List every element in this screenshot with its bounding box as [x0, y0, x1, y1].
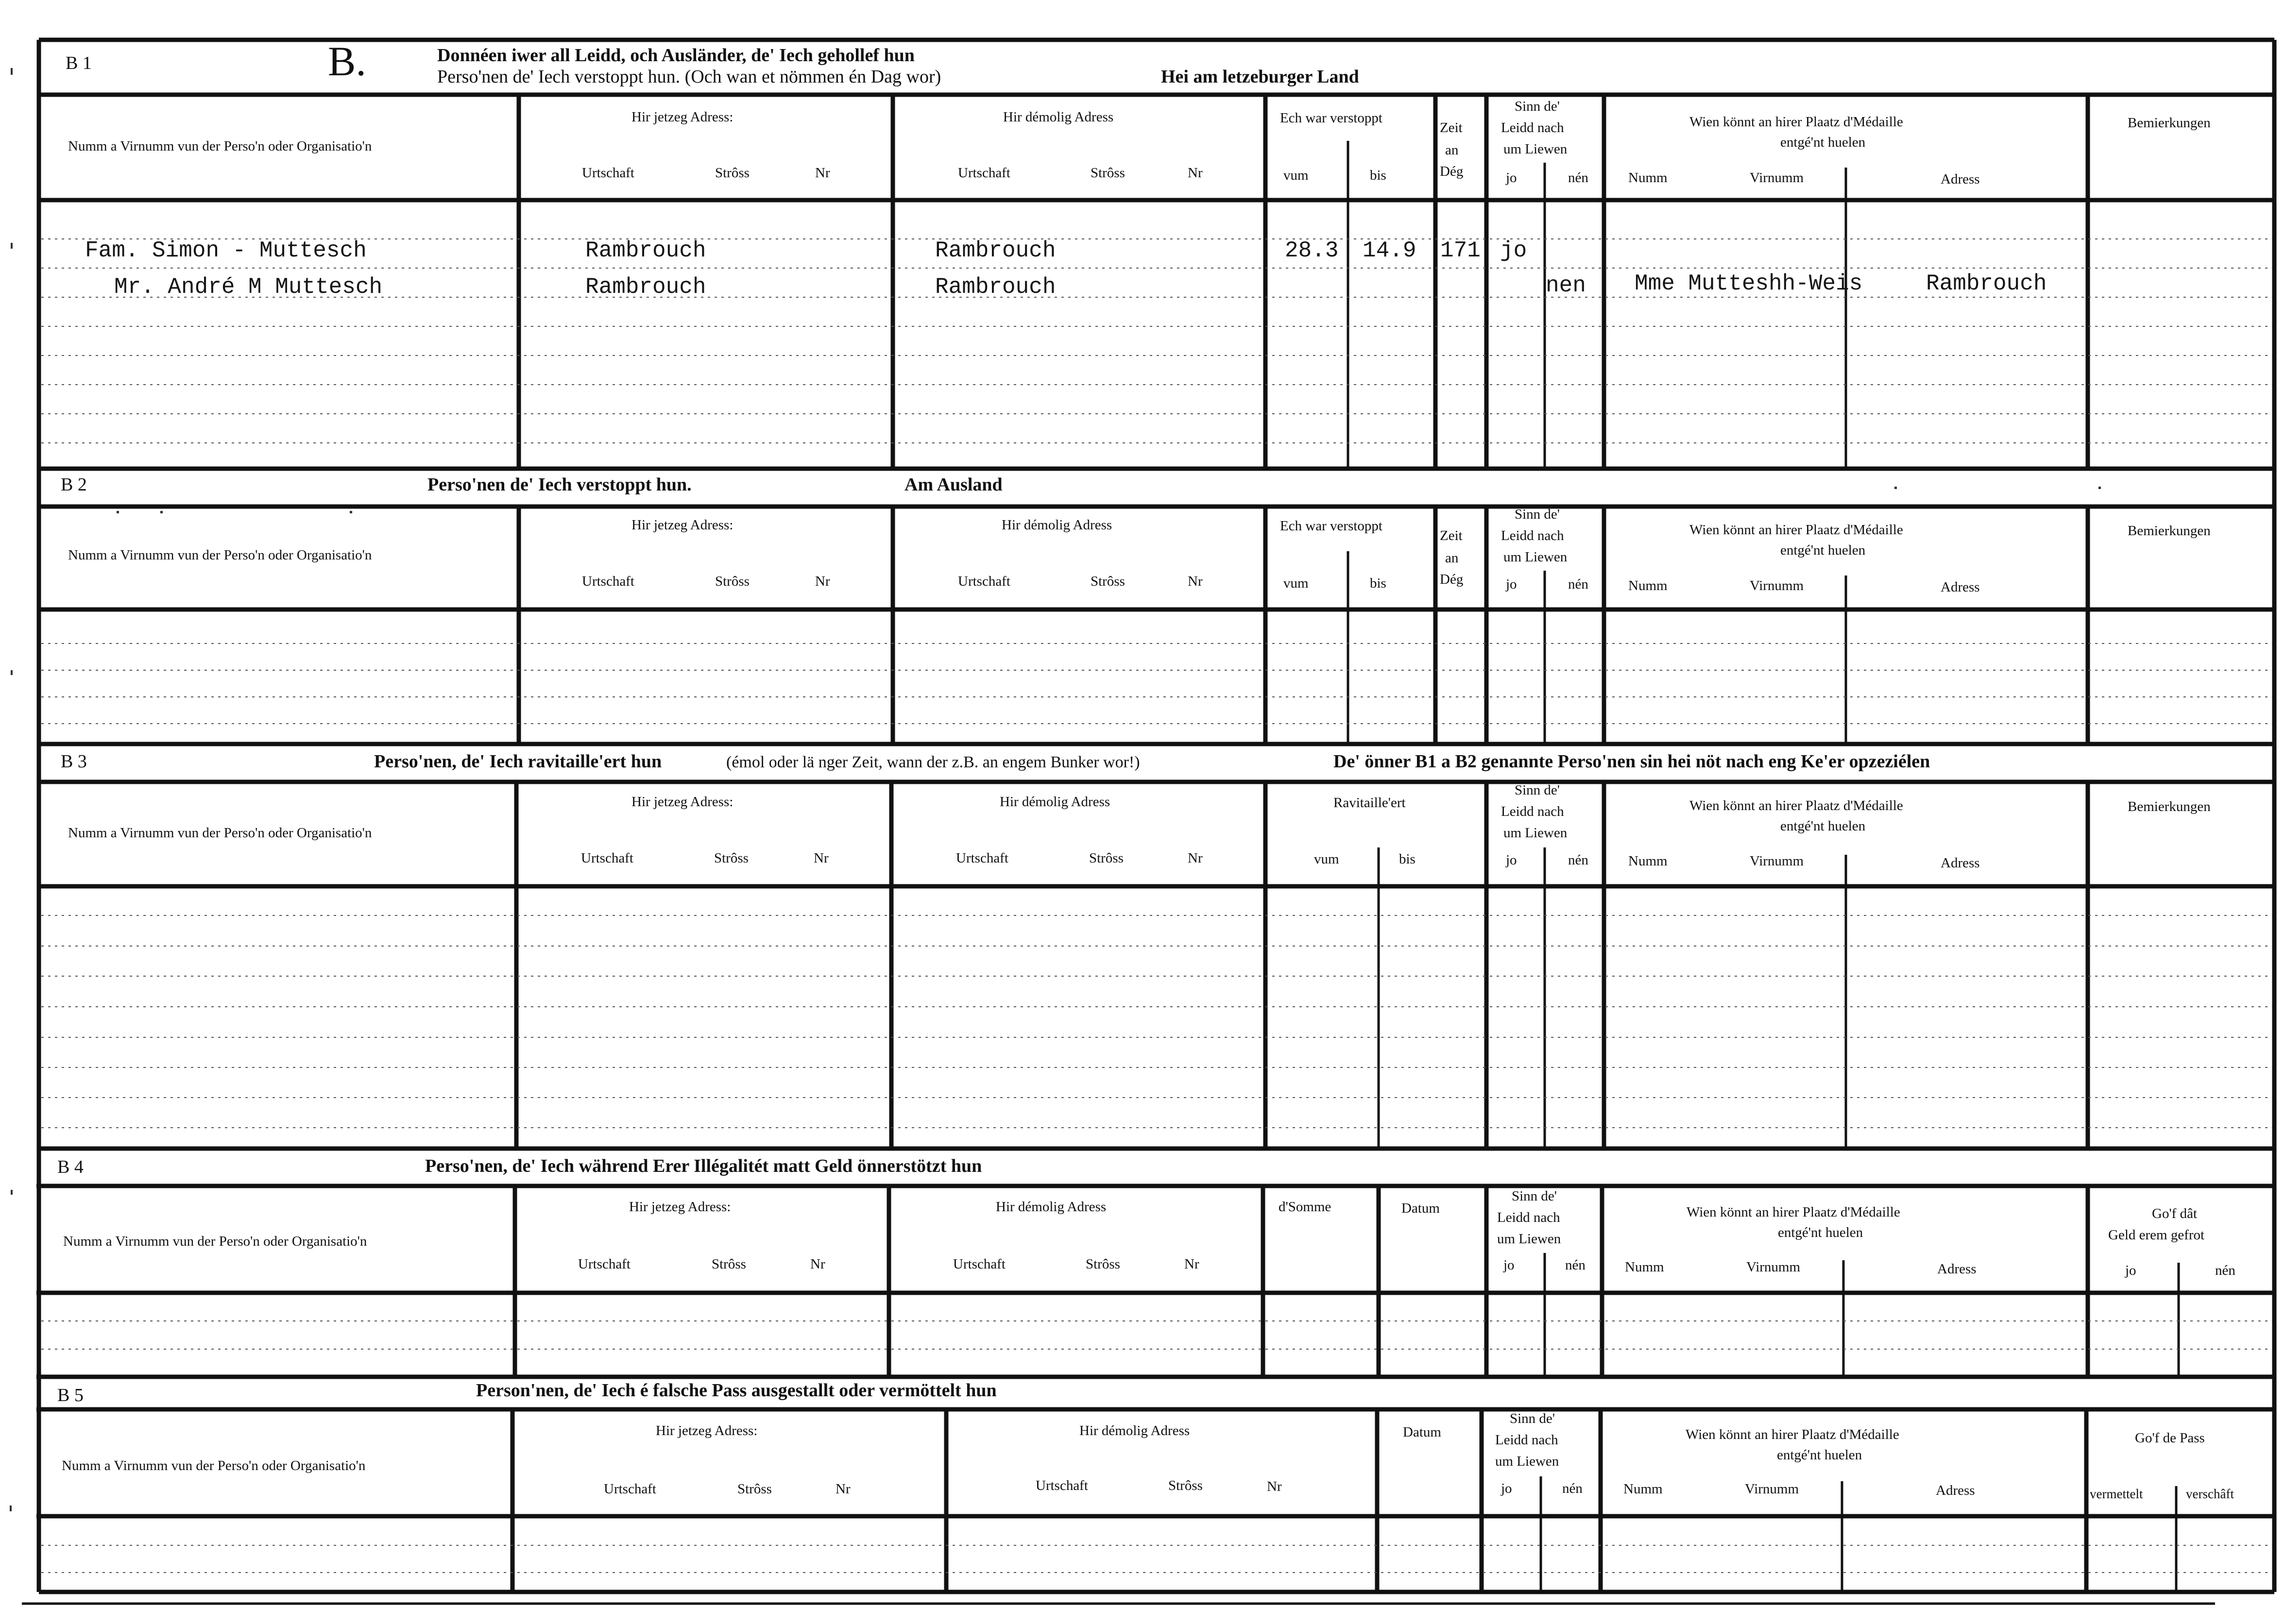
- b1-row2-current-place: Rambrouch: [585, 274, 706, 300]
- b2-col-name: Numm a Virnumm vun der Perso'n oder Organisatio'n: [68, 547, 372, 563]
- b2-col-jo: jo: [1506, 576, 1517, 592]
- b1-col-bemierkungen: Bemierkungen: [2128, 115, 2211, 131]
- section-b1-title-line2: Perso'nen de' Iech verstoppt hun. (Och wan et nömmen én Dag wor): [437, 67, 941, 87]
- b2-col-medaille-2: entgé'nt huelen: [1780, 542, 1866, 558]
- b1-col-nen: nén: [1568, 170, 1588, 186]
- b5-col-jo: jo: [1501, 1481, 1512, 1496]
- section-b4-title: Perso'nen, de' Iech während Erer Illégalitét matt Geld önnerstötzt hun: [425, 1156, 982, 1176]
- b1-col-name: Numm a Virnumm vun der Perso'n oder Organisatio'n: [68, 138, 372, 154]
- section-b3-title-c: De' önner B1 a B2 genannte Perso'nen sin hei nöt nach eng Ke'er opzeziélen: [1333, 751, 1930, 772]
- b5-col-former-urtschaft: Urtschaft: [1036, 1478, 1088, 1493]
- section-b5-title: Person'nen, de' Iech é falsche Pass ausgestallt oder vermöttelt hun: [476, 1380, 997, 1401]
- b4-col-former-urtschaft: Urtschaft: [953, 1256, 1006, 1272]
- b3-col-virnumm: Virnumm: [1750, 853, 1804, 869]
- b4-col-sinn-2: Leidd nach: [1497, 1210, 1560, 1225]
- b2-col-medaille-1: Wien könnt an hirer Plaatz d'Médaille: [1689, 522, 1903, 538]
- b1-row2-name: Mr. André M Muttesch: [114, 274, 383, 300]
- b5-col-name: Numm a Virnumm vun der Perso'n oder Organisatio'n: [62, 1458, 366, 1473]
- b4-col-current-urtschaft: Urtschaft: [578, 1256, 631, 1272]
- b1-col-current-stross: Strôss: [715, 165, 750, 181]
- b2-col-nen: nén: [1568, 576, 1588, 592]
- b4-col-former-nr: Nr: [1184, 1256, 1199, 1272]
- b3-col-bemierkungen: Bemierkungen: [2128, 799, 2211, 814]
- b1-col-former-urtschaft: Urtschaft: [958, 165, 1010, 181]
- b3-col-former-nr: Nr: [1188, 850, 1203, 866]
- section-b1-title-line3: Hei am letzeburger Land: [1161, 67, 1359, 87]
- b5-col-sinn-2: Leidd nach: [1495, 1432, 1558, 1448]
- b2-col-former-urtschaft: Urtschaft: [958, 574, 1010, 589]
- b4-col-datum: Datum: [1401, 1201, 1440, 1216]
- b1-col-sinn-1: Sinn de': [1515, 99, 1560, 114]
- b3-col-bis: bis: [1399, 851, 1415, 867]
- b1-row1-name: Fam. Simon - Muttesch: [85, 238, 367, 263]
- b4-col-former-address: Hir démolig Adress: [996, 1199, 1107, 1215]
- b5-col-former-address: Hir démolig Adress: [1079, 1423, 1190, 1438]
- b3-col-former-urtschaft: Urtschaft: [956, 850, 1008, 866]
- b1-row1-vum: 28.3: [1285, 238, 1339, 263]
- b1-row1-jo: jo: [1500, 238, 1527, 263]
- b5-col-former-nr: Nr: [1267, 1479, 1282, 1494]
- b5-col-virnumm: Virnumm: [1745, 1481, 1799, 1497]
- b4-col-medaille-2: entgé'nt huelen: [1778, 1225, 1863, 1240]
- b1-col-vum: vum: [1283, 168, 1309, 183]
- b5-col-nen: nén: [1562, 1481, 1583, 1496]
- b2-col-former-nr: Nr: [1188, 574, 1203, 589]
- b5-col-current-nr: Nr: [836, 1481, 851, 1497]
- section-b3-code: B 3: [61, 751, 87, 772]
- b2-col-adress: Adress: [1941, 579, 1980, 595]
- b1-col-sinn-2: Leidd nach: [1501, 120, 1564, 135]
- b2-col-virnumm: Virnumm: [1750, 578, 1804, 593]
- b1-col-virnumm: Virnumm: [1750, 170, 1804, 186]
- b5-col-adress: Adress: [1936, 1483, 1975, 1498]
- section-b2-title: Perso'nen de' Iech verstoppt hun.: [427, 474, 692, 495]
- b2-col-bemierkungen: Bemierkungen: [2128, 523, 2211, 539]
- b5-col-sinn-3: um Liewen: [1495, 1454, 1559, 1469]
- b4-col-current-nr: Nr: [810, 1256, 825, 1272]
- b2-col-bis: bis: [1370, 575, 1386, 591]
- b4-col-name: Numm a Virnumm vun der Perso'n oder Organisatio'n: [63, 1234, 367, 1249]
- b5-col-medaille-1: Wien könnt an hirer Plaatz d'Médaille: [1686, 1427, 1899, 1442]
- b3-col-jo: jo: [1506, 852, 1517, 868]
- b4-col-numm: Numm: [1625, 1259, 1664, 1275]
- section-b1-code: B 1: [66, 53, 92, 73]
- b2-col-vum: vum: [1283, 575, 1309, 591]
- b4-col-somme: d'Somme: [1279, 1199, 1331, 1215]
- b1-row2-nen: nen: [1546, 273, 1586, 298]
- b2-col-zeit-1: Zeit: [1440, 528, 1463, 543]
- b1-col-former-nr: Nr: [1188, 165, 1203, 181]
- b2-col-current-nr: Nr: [815, 574, 830, 589]
- b3-col-current-stross: Strôss: [714, 850, 749, 866]
- b2-col-current-stross: Strôss: [715, 574, 750, 589]
- section-b4-code: B 4: [57, 1157, 84, 1177]
- b4-col-nen: nén: [1565, 1257, 1586, 1273]
- b2-col-former-address: Hir démolig Adress: [1002, 517, 1112, 533]
- b2-col-former-stross: Strôss: [1091, 574, 1125, 589]
- b4-col-gof-2: Geld erem gefrot: [2108, 1227, 2205, 1243]
- b3-col-medaille-2: entgé'nt huelen: [1780, 818, 1866, 834]
- b2-col-current-urtschaft: Urtschaft: [582, 574, 634, 589]
- b1-col-former-address: Hir démolig Adress: [1003, 109, 1114, 125]
- b5-col-verschaft: verschâft: [2186, 1487, 2234, 1501]
- b5-col-former-stross: Strôss: [1168, 1478, 1203, 1493]
- b1-row2-medal-name: Mme Mutteshh-Weis: [1635, 271, 1863, 296]
- b3-col-name: Numm a Virnumm vun der Perso'n oder Organisatio'n: [68, 825, 372, 841]
- b3-col-sinn-1: Sinn de': [1515, 782, 1560, 798]
- b2-col-current-address: Hir jetzeg Adress:: [631, 517, 733, 533]
- b1-col-hidden: Ech war verstoppt: [1280, 110, 1382, 126]
- b1-row1-bis: 14.9: [1363, 238, 1416, 263]
- b1-col-current-urtschaft: Urtschaft: [582, 165, 634, 181]
- b4-col-medaille-1: Wien könnt an hirer Plaatz d'Médaille: [1687, 1204, 1900, 1220]
- b3-col-sinn-3: um Liewen: [1503, 825, 1568, 841]
- b1-col-numm: Numm: [1628, 170, 1668, 186]
- b3-col-nen: nén: [1568, 852, 1588, 868]
- b3-col-supplied: Ravitaille'ert: [1333, 795, 1406, 811]
- b1-col-current-nr: Nr: [815, 165, 830, 181]
- form-letter: B.: [328, 38, 366, 85]
- b4-col-sinn-3: um Liewen: [1497, 1231, 1561, 1247]
- b3-col-current-nr: Nr: [814, 850, 829, 866]
- section-b2-code: B 2: [61, 474, 87, 495]
- b4-col-current-stross: Strôss: [712, 1256, 746, 1272]
- section-b3-title-a: Perso'nen, de' Iech ravitaille'ert hun: [374, 751, 662, 772]
- b1-col-bis: bis: [1370, 168, 1386, 183]
- b5-col-numm: Numm: [1623, 1481, 1663, 1497]
- b1-col-medaille-2: entgé'nt huelen: [1780, 135, 1866, 150]
- b3-col-adress: Adress: [1941, 855, 1980, 871]
- b3-col-former-address: Hir démolig Adress: [1000, 794, 1110, 810]
- b5-col-sinn-1: Sinn de': [1510, 1411, 1555, 1426]
- b4-col-jo-2: jo: [2125, 1263, 2136, 1278]
- b3-col-sinn-2: Leidd nach: [1501, 804, 1564, 819]
- section-b2-place: Am Ausland: [904, 474, 1003, 495]
- b2-col-hidden: Ech war verstoppt: [1280, 518, 1382, 534]
- b3-col-numm: Numm: [1628, 853, 1668, 869]
- b5-col-vermettelt: vermettelt: [2090, 1487, 2143, 1501]
- b1-row1-former-place: Rambrouch: [935, 238, 1056, 263]
- b2-col-zeit-3: Dég: [1440, 572, 1464, 587]
- b2-col-numm: Numm: [1628, 578, 1668, 593]
- b5-col-pass: Go'f de Pass: [2135, 1430, 2205, 1446]
- b5-col-medaille-2: entgé'nt huelen: [1777, 1447, 1862, 1463]
- section-b3-title-b: (émol oder lä nger Zeit, wann der z.B. an engem Bunker wor!): [726, 753, 1140, 771]
- b4-col-sinn-1: Sinn de': [1512, 1188, 1557, 1204]
- b3-col-vum: vum: [1314, 851, 1339, 867]
- b1-row2-former-place: Rambrouch: [935, 274, 1056, 300]
- b1-col-zeit-1: Zeit: [1440, 120, 1463, 135]
- b4-col-former-stross: Strôss: [1086, 1256, 1120, 1272]
- b1-col-jo: jo: [1506, 170, 1517, 186]
- section-b1-title-line1: Donnéen iwer all Leidd, och Ausländer, de' Iech gehollef hun: [437, 45, 915, 66]
- b1-col-former-stross: Strôss: [1091, 165, 1125, 181]
- b2-col-sinn-2: Leidd nach: [1501, 528, 1564, 543]
- b4-col-adress: Adress: [1937, 1261, 1977, 1277]
- b5-col-current-address: Hir jetzeg Adress:: [656, 1423, 758, 1438]
- b3-col-current-urtschaft: Urtschaft: [581, 850, 633, 866]
- b1-col-sinn-3: um Liewen: [1503, 141, 1568, 157]
- b4-col-current-address: Hir jetzeg Adress:: [629, 1199, 731, 1215]
- b4-col-jo: jo: [1503, 1257, 1515, 1273]
- b1-row1-current-place: Rambrouch: [585, 238, 706, 263]
- b1-row1-days: 171: [1440, 238, 1481, 263]
- b1-col-zeit-2: an: [1445, 142, 1459, 158]
- b3-col-current-address: Hir jetzeg Adress:: [631, 794, 733, 810]
- b4-col-virnumm: Virnumm: [1746, 1259, 1801, 1275]
- b4-col-nen-2: nén: [2215, 1263, 2235, 1278]
- b5-col-datum: Datum: [1403, 1424, 1441, 1440]
- b4-col-gof-1: Go'f dât: [2152, 1206, 2198, 1221]
- b2-col-zeit-2: an: [1445, 550, 1459, 566]
- b2-col-sinn-3: um Liewen: [1503, 549, 1568, 565]
- b3-col-medaille-1: Wien könnt an hirer Plaatz d'Médaille: [1689, 798, 1903, 813]
- b2-col-sinn-1: Sinn de': [1515, 507, 1560, 522]
- b5-col-current-stross: Strôss: [737, 1481, 772, 1497]
- b1-col-zeit-3: Dég: [1440, 164, 1464, 179]
- b1-col-medaille-1: Wien könnt an hirer Plaatz d'Médaille: [1689, 114, 1903, 130]
- b1-row2-medal-address: Rambrouch: [1926, 271, 2047, 296]
- b1-col-adress: Adress: [1941, 171, 1980, 187]
- section-b5-code: B 5: [57, 1385, 84, 1405]
- b5-col-current-urtschaft: Urtschaft: [604, 1481, 656, 1497]
- b3-col-former-stross: Strôss: [1089, 850, 1124, 866]
- b1-col-current-address: Hir jetzeg Adress:: [631, 109, 733, 125]
